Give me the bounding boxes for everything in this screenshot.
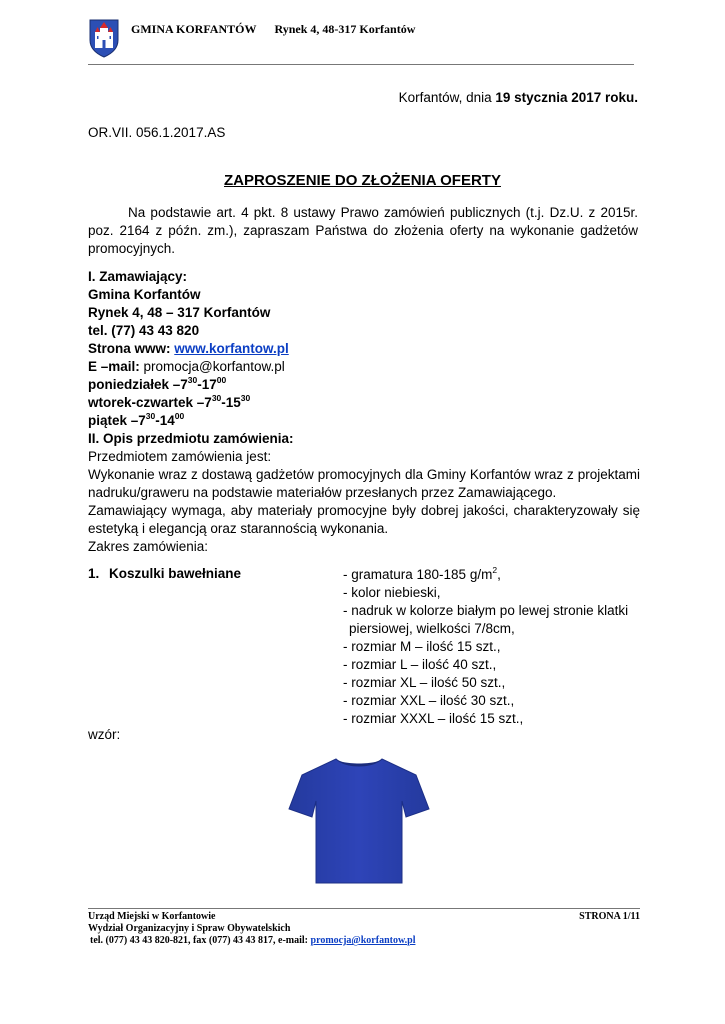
spec-size: - rozmiar XXXL – ilość 15 szt., [343, 711, 524, 726]
footer-divider [88, 908, 640, 909]
email-line: E –mail: promocja@korfantow.pl [88, 359, 285, 374]
spec-size: - rozmiar XL – ilość 50 szt., [343, 675, 506, 690]
footer-department: Wydział Organizacyjny i Spraw Obywatelskich [88, 923, 291, 934]
spec-print: - nadruk w kolorze białym po lewej stronie klatki [343, 603, 629, 618]
hours-tue-thu: wtorek-czwartek $-7^{30}-15^{30}$ [88, 393, 251, 410]
footer-email-link[interactable]: promocja@korfantow.pl [310, 935, 416, 946]
page-number: STRONA 1/11 [579, 911, 640, 922]
reference-number: OR.VII. 056.1.2017.AS [88, 125, 226, 140]
section-2-heading: II. Opis przedmiotu zamówienia: [88, 431, 294, 446]
pattern-label: wzór: [88, 727, 121, 742]
intro-paragraph: Na podstawie art. 4 pkt. 8 ustawy Prawo zamówień publicznych (t.j. Dz.U. z 2015r. poz. 2164 z późn. zm.), zapraszam Państwa do złożenia oferty na wykonanie gadżetów promocyjnych. [88, 205, 638, 256]
item-1-specs [343, 566, 639, 728]
header-divider [88, 64, 634, 65]
subject-intro: Przedmiotem zamówienia jest: [88, 449, 272, 464]
spec-size: - rozmiar XXL – ilość 30 szt., [343, 693, 515, 708]
document-date: Korfantów, dnia 19 stycznia 2017 roku. [398, 90, 638, 105]
spec-size: - rozmiar L – ilość 40 szt., [343, 657, 497, 672]
section-1-heading: I. Zamawiający: [88, 269, 188, 284]
scope-label: Zakres zamówienia: [88, 539, 209, 554]
ordering-party-address: Rynek 4, 48 – 317 Korfantów [88, 305, 271, 320]
website-link[interactable]: www.korfantow.pl [174, 341, 289, 356]
spec-color: - kolor niebieski, [343, 585, 441, 600]
spec-print-cont: piersiowej, wielkości 7/8cm, [349, 621, 515, 636]
letterhead [131, 22, 415, 37]
ordering-party-name: Gmina Korfantów [88, 287, 201, 302]
ordering-party-phone: tel. (77) 43 43 820 [88, 323, 200, 338]
item-1-title: 1. Koszulki bawełniane [88, 566, 242, 581]
footer [88, 911, 640, 947]
footer-contact: tel. (077) 43 43 820-821, fax (077) 43 43 817, e-mail: promocja@korfantow.pl [90, 935, 416, 946]
website-line: Strona www: www.korfantow.pl [88, 341, 289, 356]
tshirt-image [288, 755, 430, 885]
subject-description: Wykonanie wraz z dostawą gadżetów promocyjnych dla Gminy Korfantów wraz z projektami nadruku/graweru na podstawie materiałów przesłanych przez Zamawiającego. [88, 467, 640, 500]
document-title: ZAPROSZENIE DO ZŁOŻENIA OFERTY [224, 172, 501, 189]
hours-monday: poniedziałek $-7^{30}-17^{00}$ [88, 375, 227, 392]
letterhead-address: Rynek 4, 48-317 Korfantów [274, 22, 416, 36]
spec-gramatura: - gramatura 180-185 $g/m^2$, [343, 565, 501, 582]
footer-office: Urząd Miejski w Korfantowie [88, 911, 216, 922]
quality-requirement: Zamawiający wymaga, aby materiały promocyjne były dobrej jakości, charakteryzowały się estetyką i elegancją oraz starannością wykonania. [88, 503, 640, 536]
spec-size: - rozmiar M – ilość 15 szt., [343, 639, 501, 654]
hours-friday: piątek $-7^{30}-14^{00}$ [88, 411, 185, 428]
email-address: promocja@korfantow.pl [139, 359, 285, 374]
main-content [88, 268, 640, 556]
letterhead-org: GMINA KORFANTÓW [131, 22, 257, 36]
coat-of-arms-icon [88, 18, 120, 58]
